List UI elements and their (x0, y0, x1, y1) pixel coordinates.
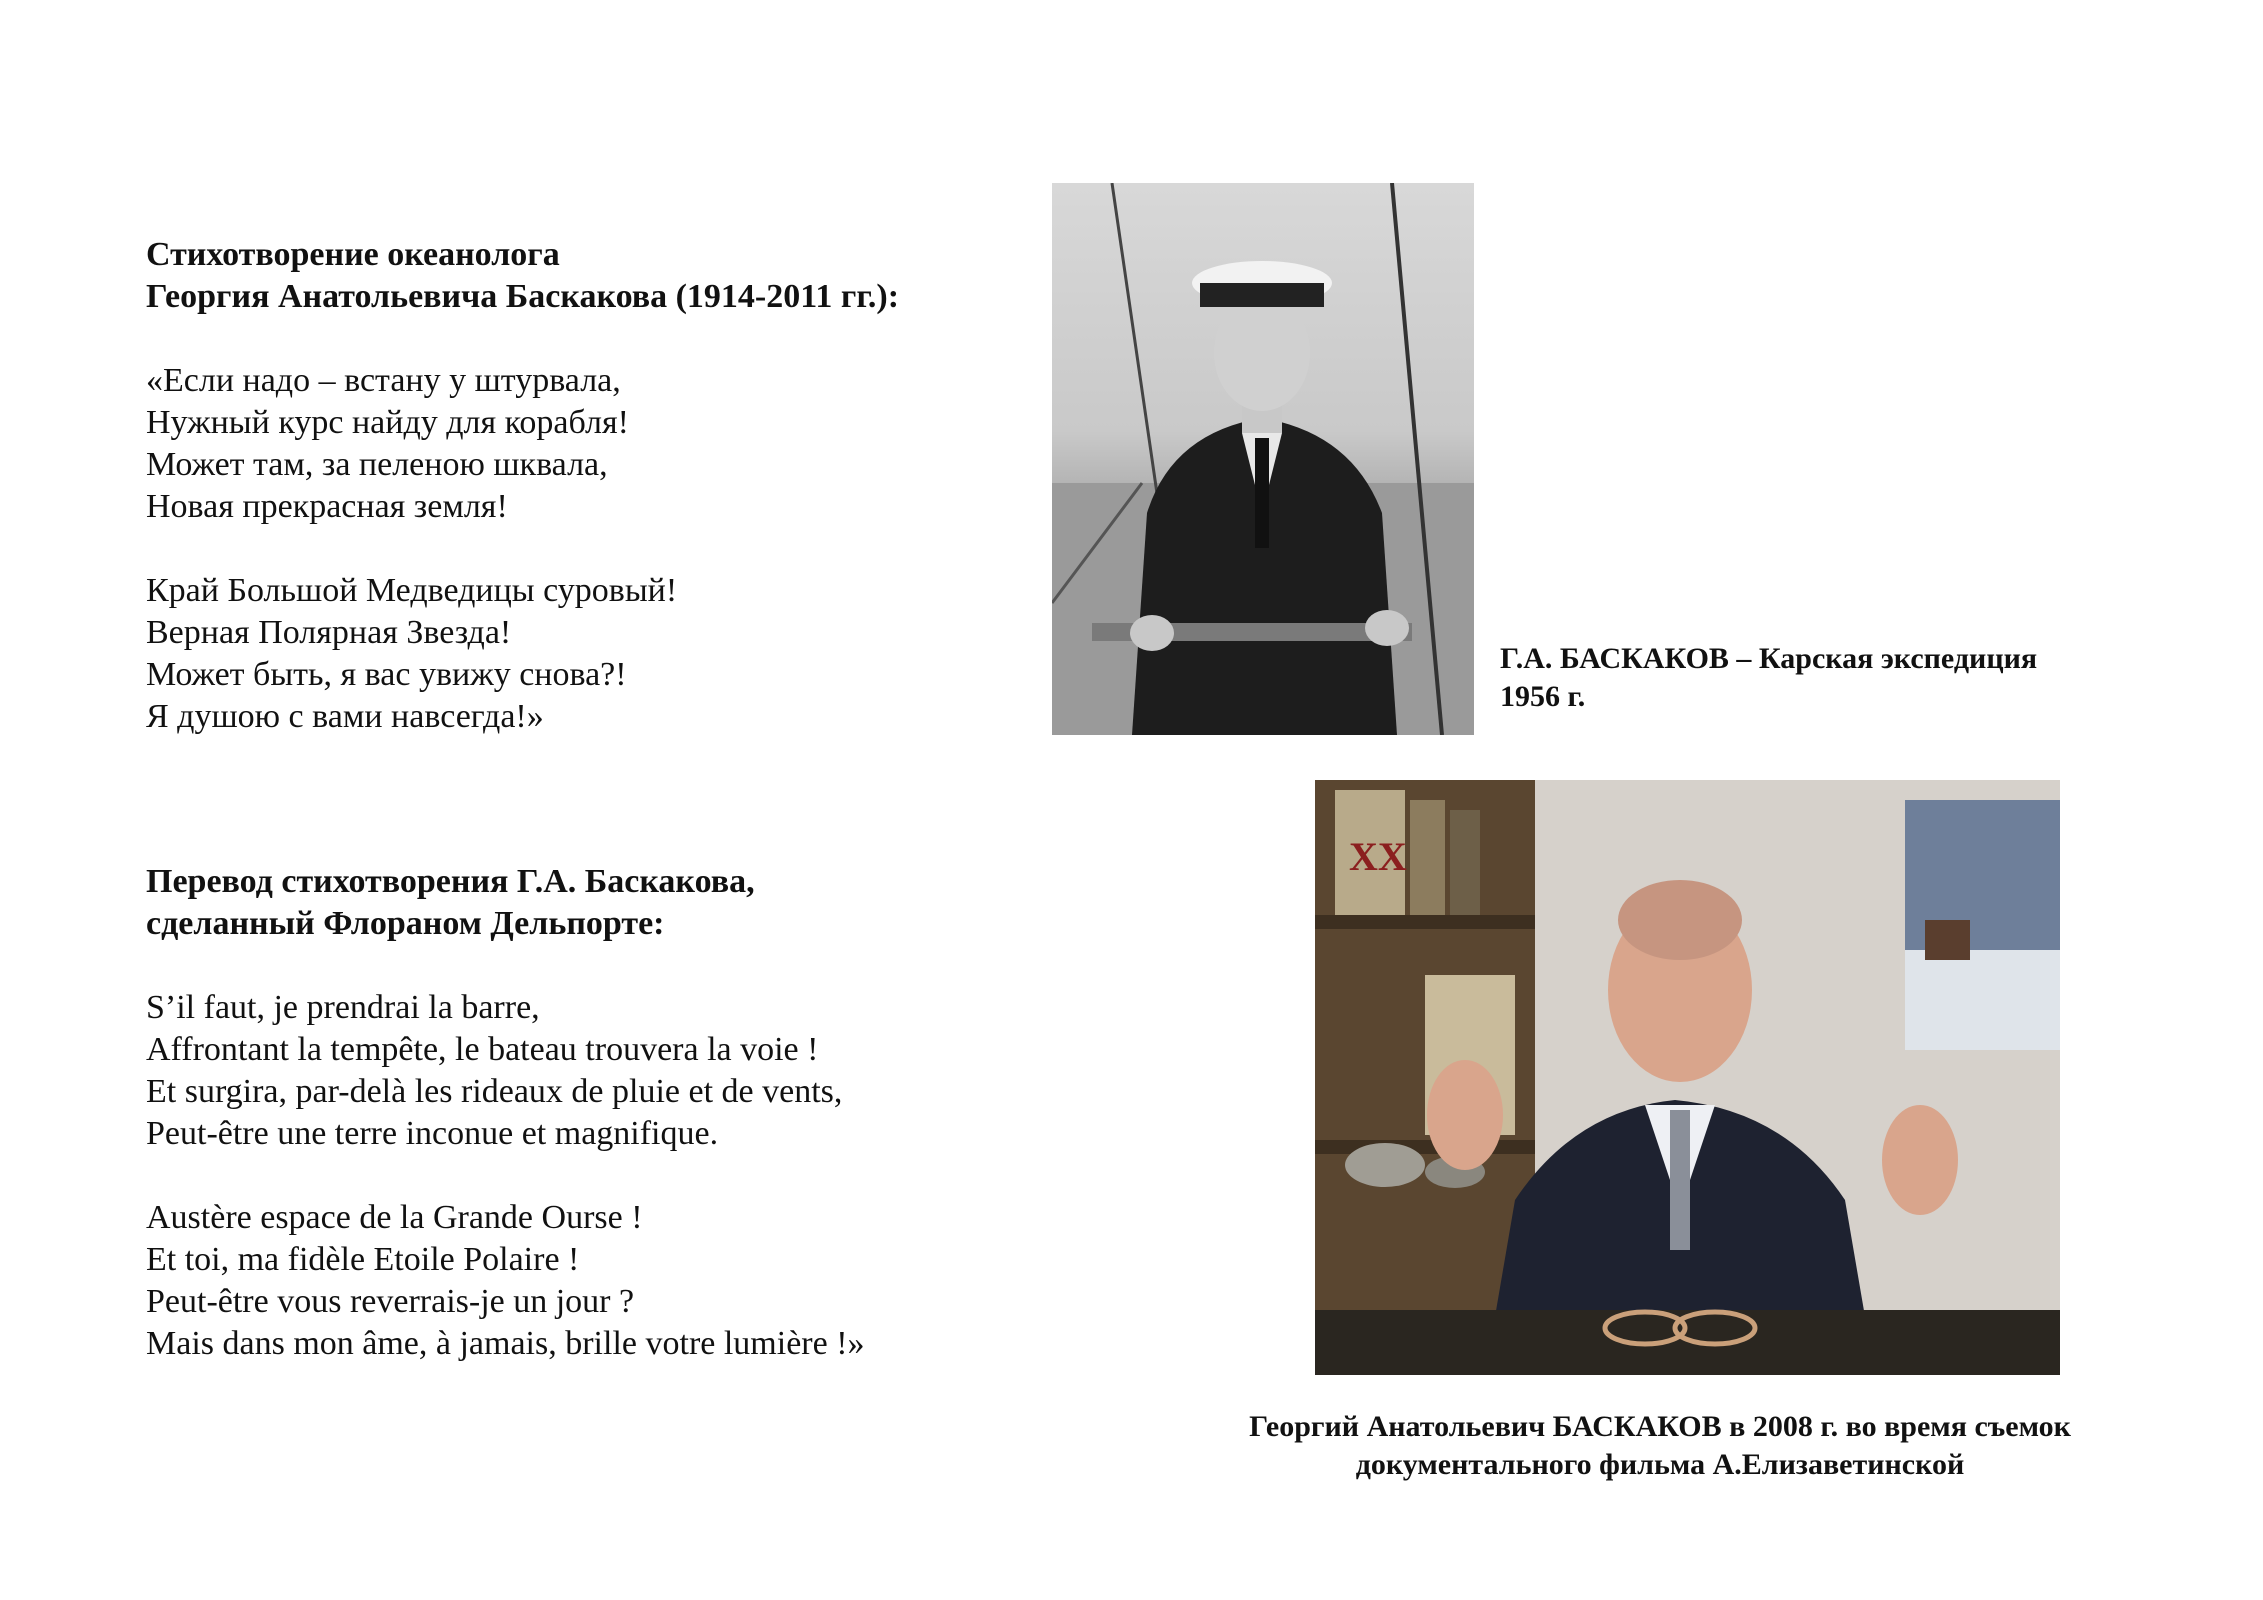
photo-1956-illustration (1052, 183, 1474, 735)
poem-line: Affrontant la tempête, le bateau trouvera la voie ! (146, 1031, 819, 1068)
caption-line: 1956 г. (1500, 680, 1586, 713)
photo-1956 (1052, 183, 1474, 735)
poem-line: Et toi, ma fidèle Etoile Polaire ! (146, 1241, 580, 1278)
poem-line: S’il faut, je prendrai la barre, (146, 989, 540, 1026)
poem-line: Новая прекрасная земля! (146, 488, 508, 525)
poem-line: Верная Полярная Звезда! (146, 614, 512, 651)
translation-heading (146, 861, 865, 945)
photo-1956-caption (1500, 640, 2037, 716)
poem-line: «Если надо – встану у штурвала, (146, 362, 621, 399)
heading-line: Георгия Анатольевича Баскакова (1914-2011 гг.): (146, 278, 900, 315)
photo-2008-illustration (1315, 780, 2060, 1375)
russian-stanza-2 (146, 570, 899, 738)
heading-line: Стихотворение океанолога (146, 236, 560, 273)
poem-line: Я душою с вами навсегда!» (146, 698, 544, 735)
french-translation (146, 861, 865, 1365)
french-stanza-2 (146, 1197, 865, 1365)
poem-line: Нужный курс найду для корабля! (146, 404, 629, 441)
poem-line: Peut-être une terre inconue et magnifique. (146, 1115, 719, 1152)
caption-line: документального фильма А.Елизаветинской (1355, 1448, 1965, 1481)
caption-line: Г.А. БАСКАКОВ – Карская экспедиция (1500, 642, 2038, 675)
caption-line: Георгий Анатольевич БАСКАКОВ в 2008 г. во время съемок (1249, 1410, 2071, 1443)
photo-2008-caption (1200, 1408, 2120, 1484)
russian-stanza-1 (146, 360, 899, 528)
poem-line: Austère espace de la Grande Ourse ! (146, 1199, 643, 1236)
poem-line: Et surgira, par-delà les rideaux de pluie et de vents, (146, 1073, 843, 1110)
heading-line: Перевод стихотворения Г.А. Баскакова, (146, 863, 755, 900)
poem-line: Peut-être vous reverrais-je un jour ? (146, 1283, 635, 1320)
photo-2008 (1315, 780, 2060, 1375)
russian-poem-heading (146, 234, 899, 318)
poem-line: Край Большой Медведицы суровый! (146, 572, 678, 609)
heading-line: сделанный Флораном Дельпорте: (146, 905, 665, 942)
poem-line: Может там, за пеленою шквала, (146, 446, 608, 483)
poem-line: Может быть, я вас увижу снова?! (146, 656, 627, 693)
french-stanza-1 (146, 987, 865, 1155)
book-spine-text: XX (1349, 834, 1407, 879)
russian-poem (146, 234, 899, 738)
poem-line: Mais dans mon âme, à jamais, brille votre lumière !» (146, 1325, 865, 1362)
